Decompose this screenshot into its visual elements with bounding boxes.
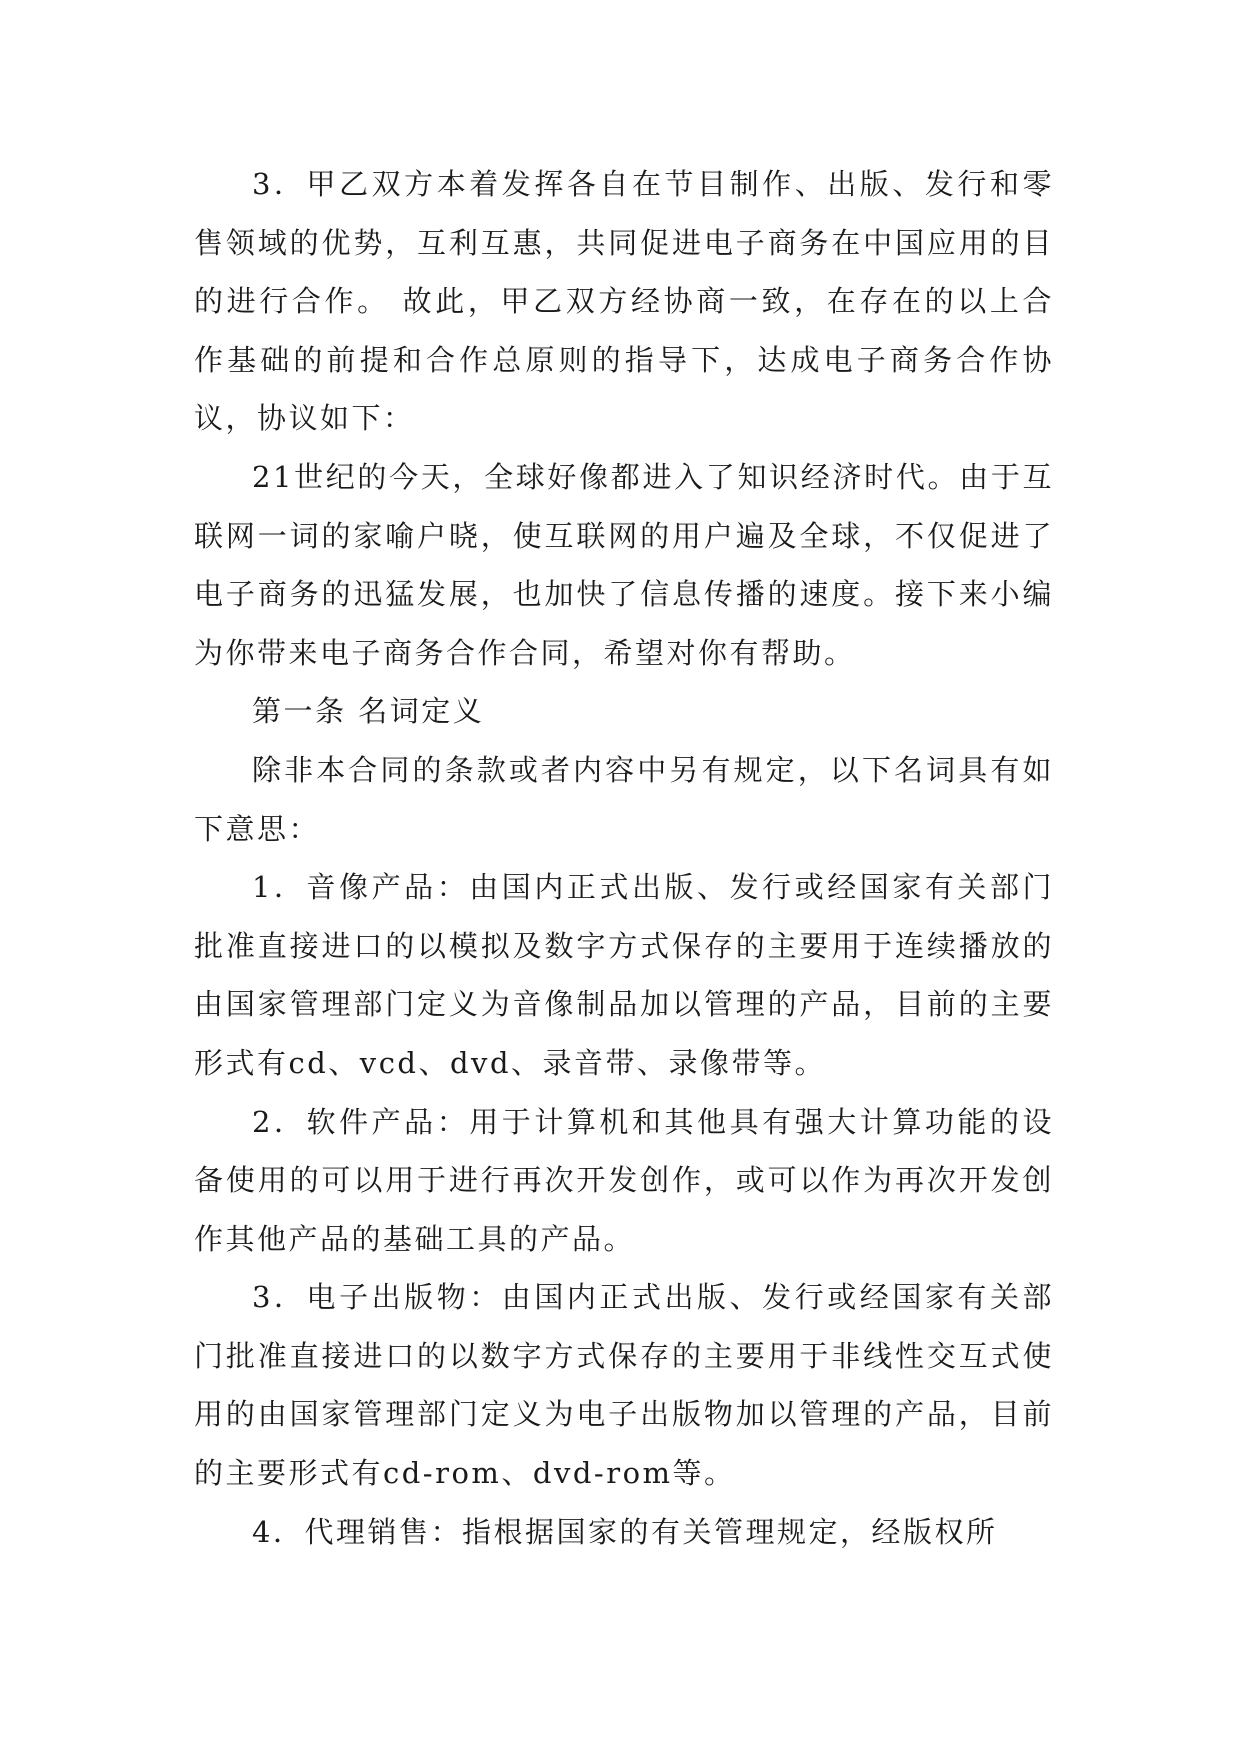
paragraph-introduction: 21世纪的今天，全球好像都进入了知识经济时代。由于互联网一词的家喻户晓，使互联网的用户遍及全球，不仅促进了电子商务的迅猛发展，也加快了信息传播的速度。接下来小编为你带来电子商务合作合同，希望对你有帮助。 [194, 459, 1054, 670]
document-body [194, 155, 1054, 1561]
article-heading-definitions: 第一条 名词定义 [252, 694, 485, 729]
definition-agency-sales: 4．代理销售：指根据国家的有关管理规定，经版权所 [252, 1514, 998, 1549]
paragraph-definitions-intro: 除非本合同的条款或者内容中另有规定，以下名词具有如下意思： [194, 752, 1054, 846]
definition-electronic-publications: 3．电子出版物：由国内正式出版、发行或经国家有关部门批准直接进口的以数字方式保存的主要用于非线性交互式使用的由国家管理部门定义为电子出版物加以管理的产品，目前的主要形式有cd-rom、dvd-rom等。 [194, 1280, 1054, 1491]
definition-software-products: 2．软件产品：用于计算机和其他具有强大计算功能的设备使用的可以用于进行再次开发创作，或可以作为再次开发创作其他产品的基础工具的产品。 [194, 1104, 1054, 1256]
definition-audio-video-products: 1．音像产品：由国内正式出版、发行或经国家有关部门批准直接进口的以模拟及数字方式保存的主要用于连续播放的由国家管理部门定义为音像制品加以管理的产品，目前的主要形式有cd、vcd、dvd、录音带、录像带等。 [194, 870, 1054, 1080]
paragraph-cooperation-purpose: 3．甲乙双方本着发挥各自在节目制作、出版、发行和零售领域的优势，互利互惠，共同促进电子商务在中国应用的目的进行合作。 故此，甲乙双方经协商一致，在存在的以上合作基础的前提和合作总原则的指导下，达成电子商务合作协议，协议如下： [194, 167, 1054, 436]
